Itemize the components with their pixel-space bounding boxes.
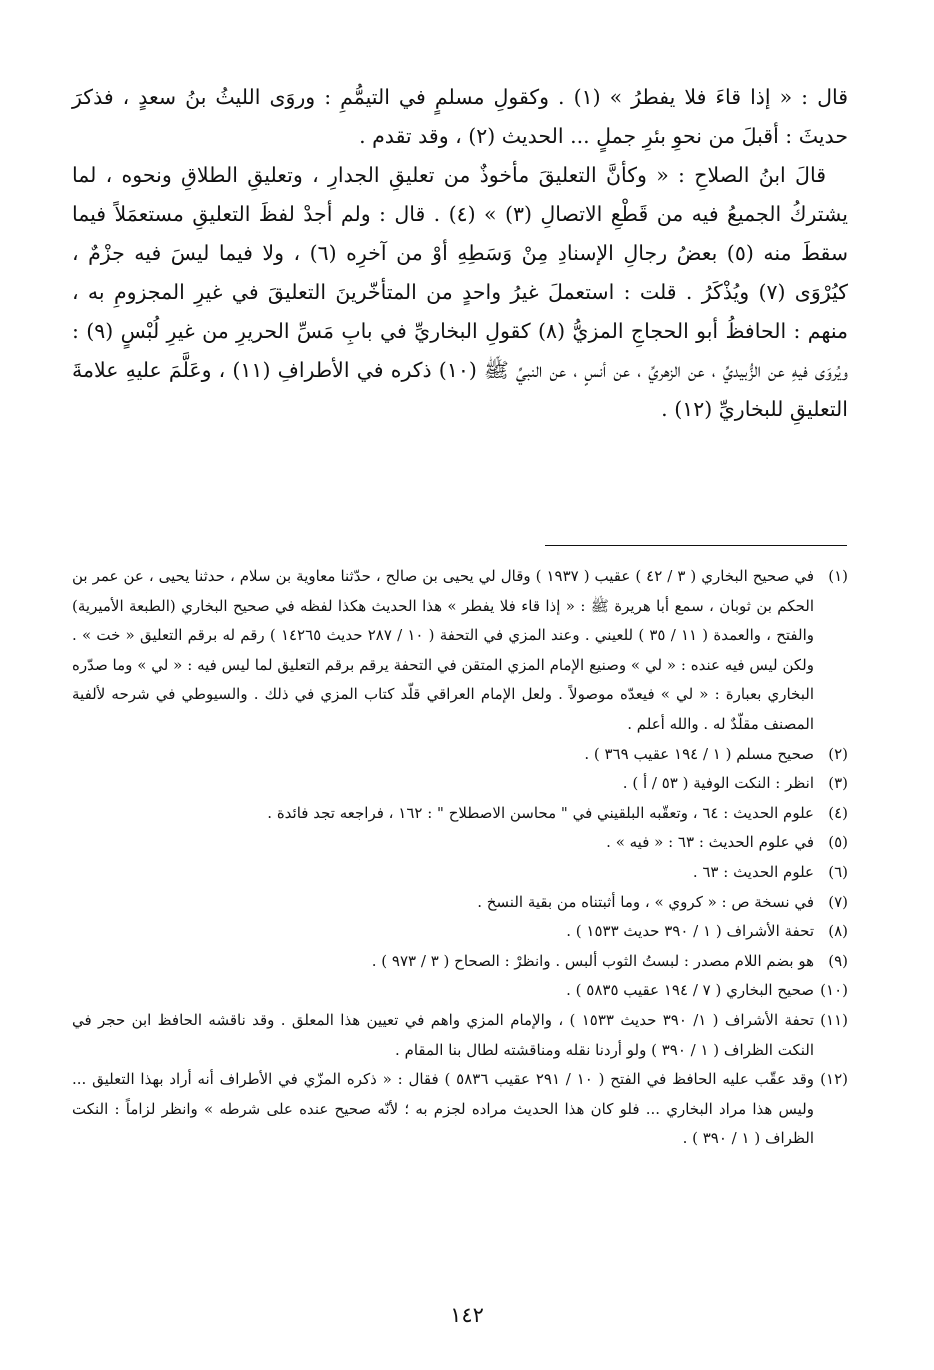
footnote-text: وقد عقّب عليه الحافظ في الفتح ( ١٠ / ٢٩١ عقيب ٥٨٣٦ ) فقال : « ذكره المزّي في الأطراف أنه أراد بهذا التعليق ... وليس هذا مراد البخاري ... فلو كان هذا الحديث مراده لجزم به ؛ لأنّه صحيح عنده على شرطه » وانظر لزاماً : النكت الظراف ( ١ / ٣٩٠ ) . [72, 1070, 814, 1148]
footnote-1 [72, 562, 848, 740]
footnote-2 [72, 740, 848, 770]
footnote-text: تحفة الأشراف ( ١ / ٣٩٠ حديث ١٥٣٣ ) . [566, 922, 814, 941]
footnote-number: (١٠) [820, 981, 848, 1000]
footnote-text: علوم الحديث : ٦٤ ، وتعقّبه البلقيني في " محاسن الاصطلاح " : ١٦٢ ، فراجعه تجد فائدة . [267, 803, 814, 822]
footnote-text: في علوم الحديث : ٦٣ : « فيه » . [606, 833, 814, 852]
footnote-text: في صحيح البخاري ( ٣ / ٤٢ ) عقيب ( ١٩٣٧ ) وقال لي يحيى بن صالح ، حدّثنا معاوية بن سلام ، حدثنا يحيى ، عن عمر بن الحكم بن ثوبان ، سمع أبا هريرة ﷺ : « إذا قاء فلا يفطر » هذا الحديث هكذا لفظه في صحيح البخاري (الطبعة الأميرية) والفتح ، والعمدة ( ١١ / ٣٥ ) للعيني . وعند المزي في التحفة ( ١٠ / ٢٨٧ حديث ١٤٢٦٥ ) رقم له برقم التعليق « خت » . ولكن ليس فيه عنده : « لي » وصنيع الإمام المزي المتقن في التحفة يرقم برقم التعليق لما ليس فيه : « لي » وما صدّره البخاري بعبارة : « لي » فيعدّه موصولاً . ولعل الإمام العراقي قلّد كتاب المزي في ذلك . والسيوطي في شرحه لألفية المصنف مقلّدٌ له . والله أعلم . [72, 567, 815, 733]
page-number: ١٤٢ [450, 1303, 484, 1327]
footnote-8 [72, 917, 848, 947]
main-text [72, 78, 848, 429]
footnote-number: (٢) [828, 744, 848, 763]
footnote-text: تحفة الأشراف ( ١/ ٣٩٠ حديث ١٥٣٣ ) ، والإمام المزي واهم في تعيين هذا المعلق . وقد ناقشه الحافظ ابن حجر في النكت الظراف ( ١ / ٣٩٠ ) ولو أردنا نقله ومناقشته لطال بنا المقام . [72, 1010, 814, 1059]
footnote-text: هو بضم اللام مصدر : لبستُ الثوب ألبس . وانظرْ : الصحاح ( ٣ / ٩٧٣ ) . [371, 951, 814, 970]
footnote-number: (٤) [828, 803, 848, 822]
footnote-number: (٥) [828, 833, 848, 852]
footnote-number: (٦) [828, 862, 848, 881]
footnote-9 [72, 947, 848, 977]
footnote-number: (١) [828, 567, 849, 585]
footnote-number: (١٢) [820, 1070, 848, 1089]
footnote-number: (٧) [828, 892, 848, 911]
footnote-text: صحيح مسلم ( ١ / ١٩٤ عقيب ٣٦٩ ) . [584, 744, 814, 763]
footnotes [72, 562, 848, 1154]
main-paragraph-1: قال : « إذا قاءَ فلا يفطرُ » (١) . وكقولِ مسلمٍ في التيمُّمِ : وروَى الليثُ بنُ سعدٍ ، فذكرَ حديثَ : أقبلَ من نحوِ بئرِ جملٍ ... الحديث (٢) ، وقد تقدم . [72, 85, 849, 148]
footnote-12 [72, 1065, 848, 1154]
main-paragraph-2: قالَ ابنُ الصلاحِ : « وكأنَّ التعليقَ مأخوذٌ من تعليقِ الجدارِ ، وتعليقِ الطلاقِ ونحوه ، لما يشتركُ الجميعُ فيه من قَطْعِ الاتصالِ (٣) » (٤) . قال : ولم أجدْ لفظَ التعليقِ مستعمَلاً فيما سقطَ منه (٥) بعضُ رجالِ الإسنادِ مِنْ وَسَطِهِ أوْ من آخرِه (٦) ، ولا فيما ليسَ فيه جزْمٌ ، كيُرْوَى (٧) ويُذْكَرُ . قلت : استعملَ غيرُ واحدٍ من المتأخّرينَ التعليقَ في غيرِ المجزومِ به ، منهم : الحافظُ أبو الحجاجِ المزيُّ (٨) كقولِ البخاريِّ في بابِ مَسِّ الحريرِ من غيرِ لُبْسٍ (٩) : ويُروَى فيهِ عن الزُّبيديِّ ، عن الزهريِّ ، عن أنسٍ ، عن النبيِّ ﷺ (١٠) ذكره في الأطرافِ (١١) ، وعَلَّمَ عليهِ علامةَ التعليقِ للبخاريِّ (١٢) . [72, 163, 849, 421]
footnote-10 [72, 976, 848, 1006]
footnote-number: (٩) [828, 951, 848, 970]
footnote-5 [72, 828, 848, 858]
footnote-text: انظر : النكت الوفية ( ٥٣ / أ ) . [622, 774, 814, 793]
footnote-text: في نسخة ص : « كروي » ، وما أثبتناه من بقية النسخ . [477, 892, 814, 911]
footnote-separator [545, 545, 847, 546]
footnote-11 [72, 1006, 848, 1065]
footnote-6 [72, 858, 848, 888]
footnote-number: (١١) [820, 1010, 848, 1029]
footnote-text: علوم الحديث : ٦٣ . [692, 862, 814, 881]
footnote-text: صحيح البخاري ( ٧ / ١٩٤ عقيب ٥٨٣٥ ) . [566, 981, 814, 1000]
footnote-number: (٣) [828, 774, 848, 793]
footnote-number: (٨) [828, 922, 848, 941]
footnote-7 [72, 888, 848, 918]
footnote-3 [72, 769, 848, 799]
footnote-4 [72, 799, 848, 829]
